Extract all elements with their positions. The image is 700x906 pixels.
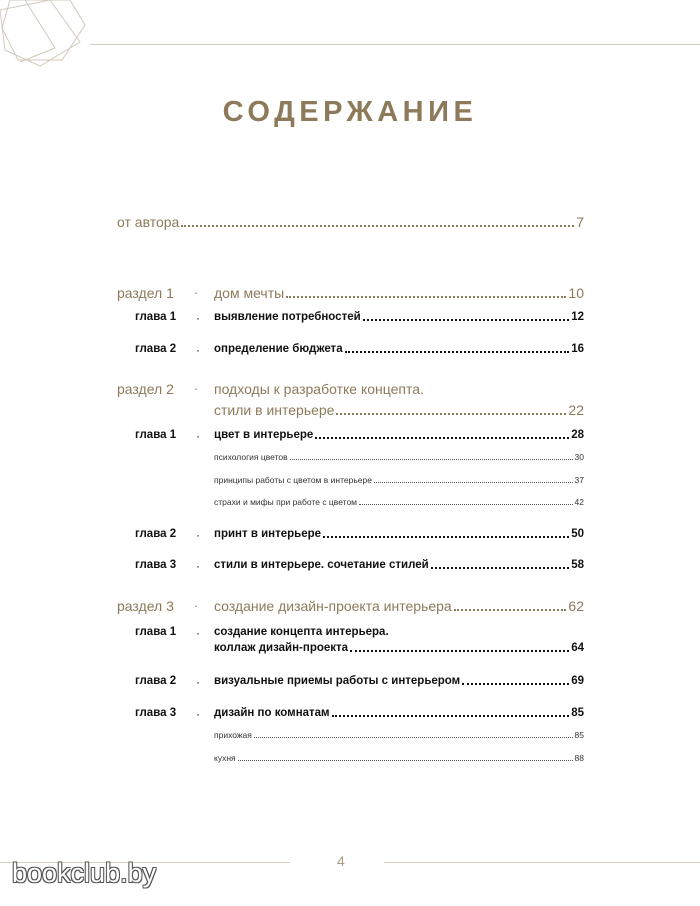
chapter-label: глава 2 <box>135 528 177 540</box>
toc-entry-s1-ch2[interactable] <box>214 343 584 355</box>
chapter-label: глава 1 <box>135 626 177 638</box>
dot-leader <box>332 715 570 717</box>
chapter-label: глава 3 <box>135 707 177 719</box>
toc-entry-title-line2: коллаж дизайн-проекта <box>214 642 349 654</box>
toc-entry-author[interactable] <box>117 214 584 230</box>
toc-entry-title: стили в интерьере. сочетание стилей <box>214 559 429 571</box>
dot-leader <box>290 459 573 460</box>
toc-subentry[interactable] <box>214 753 584 763</box>
toc-entry-title-line1: подходы к разработке концепта. <box>214 381 424 397</box>
chapter-label: глава 2 <box>135 675 177 687</box>
toc-entry-page: 64 <box>571 642 584 654</box>
toc-entry-page: 42 <box>574 497 584 507</box>
dot-leader <box>359 504 573 505</box>
toc-entry-title: выявление потребностей <box>214 311 361 323</box>
toc-subentry[interactable] <box>214 475 584 485</box>
toc-entry-title-line1: создание концепта интерьера. <box>214 626 389 638</box>
toc-entry-page: 58 <box>571 559 584 571</box>
dot-leader <box>462 683 569 685</box>
toc-entry-s1-ch1[interactable] <box>214 311 584 323</box>
toc-entry-s3-ch2[interactable] <box>214 675 584 687</box>
dot-leader <box>238 760 573 761</box>
toc-entry-page: 28 <box>571 429 584 441</box>
footer-rule-right <box>384 862 700 863</box>
bullet: · <box>196 626 200 640</box>
dot-leader <box>431 567 570 569</box>
page-title: СОДЕРЖАНИЕ <box>222 96 478 128</box>
toc-entry-page: 62 <box>568 598 584 614</box>
toc-entry-title: от автора <box>117 214 180 230</box>
toc-entry-page: 30 <box>574 452 584 462</box>
dot-leader <box>350 650 569 652</box>
dot-leader <box>374 482 573 483</box>
toc-entry-title: визуальные приемы работы с интерьером <box>214 675 461 687</box>
bullet: · <box>196 559 200 573</box>
toc-entry-s3-ch1[interactable] <box>214 642 584 654</box>
geometric-corner-ornament <box>0 0 90 70</box>
page-number: 4 <box>337 853 345 869</box>
toc-entry-title: принципы работы с цветом в интерьере <box>214 475 372 485</box>
section-label: раздел 2 <box>117 381 174 397</box>
bullet: · <box>194 598 199 613</box>
dot-leader <box>323 536 569 538</box>
chapter-label: глава 1 <box>135 311 177 323</box>
bullet: · <box>196 429 200 443</box>
bullet: · <box>194 285 199 300</box>
watermark: bookclub.by <box>12 858 157 888</box>
toc-entry-page: 85 <box>571 707 584 719</box>
toc-entry-page: 12 <box>571 311 584 323</box>
toc-entry-page: 10 <box>568 285 584 301</box>
bullet: · <box>196 343 200 357</box>
toc-entry-title-line2: стили в интерьере <box>214 402 335 418</box>
toc-entry-title: создание дизайн-проекта интерьера <box>214 598 452 614</box>
bullet: · <box>196 707 200 721</box>
toc-entry-title: прихожая <box>214 730 252 740</box>
toc-entry-title: цвет в интерьере <box>214 429 314 441</box>
toc-entry-section-2[interactable] <box>214 402 584 418</box>
dot-leader <box>181 225 574 227</box>
dot-leader <box>363 319 570 321</box>
toc-entry-page: 22 <box>568 402 584 418</box>
toc-entry-page: 50 <box>571 528 584 540</box>
toc-entry-s3-ch3[interactable] <box>214 707 584 719</box>
toc-entry-page: 37 <box>574 475 584 485</box>
chapter-label: глава 3 <box>135 559 177 571</box>
dot-leader <box>336 413 566 415</box>
bullet: · <box>196 528 200 542</box>
toc-subentry[interactable] <box>214 452 584 462</box>
dot-leader <box>286 296 566 298</box>
chapter-label: глава 1 <box>135 429 177 441</box>
toc-entry-title: принт в интерьере <box>214 528 322 540</box>
bullet: · <box>194 381 199 396</box>
dot-leader <box>454 609 567 611</box>
toc-entry-page: 16 <box>571 343 584 355</box>
toc-entry-page: 88 <box>574 753 584 763</box>
section-label: раздел 1 <box>117 285 174 301</box>
toc-entry-title: страхи и мифы при работе с цветом <box>214 497 358 507</box>
top-rule <box>90 44 700 45</box>
dot-leader <box>254 737 573 738</box>
dot-leader <box>315 437 569 439</box>
chapter-label: глава 2 <box>135 343 177 355</box>
toc-entry-title: дизайн по комнатам <box>214 707 330 719</box>
toc-entry-section-1[interactable] <box>214 285 584 301</box>
dot-leader <box>345 351 570 353</box>
toc-entry-title: определение бюджета <box>214 343 343 355</box>
bullet: · <box>196 675 200 689</box>
toc-entry-section-3[interactable] <box>214 598 584 614</box>
toc-entry-title: кухня <box>214 753 236 763</box>
toc-entry-page: 69 <box>571 675 584 687</box>
toc-subentry[interactable] <box>214 730 584 740</box>
toc-entry-title: психология цветов <box>214 452 288 462</box>
section-label: раздел 3 <box>117 598 174 614</box>
toc-entry-s2-ch1[interactable] <box>214 429 584 441</box>
bullet: · <box>196 311 200 325</box>
toc-entry-s2-ch2[interactable] <box>214 528 584 540</box>
toc-entry-page: 7 <box>576 214 584 230</box>
toc-entry-title: дом мечты <box>214 285 285 301</box>
toc-subentry[interactable] <box>214 497 584 507</box>
toc-entry-page: 85 <box>574 730 584 740</box>
toc-entry-s2-ch3[interactable] <box>214 559 584 571</box>
